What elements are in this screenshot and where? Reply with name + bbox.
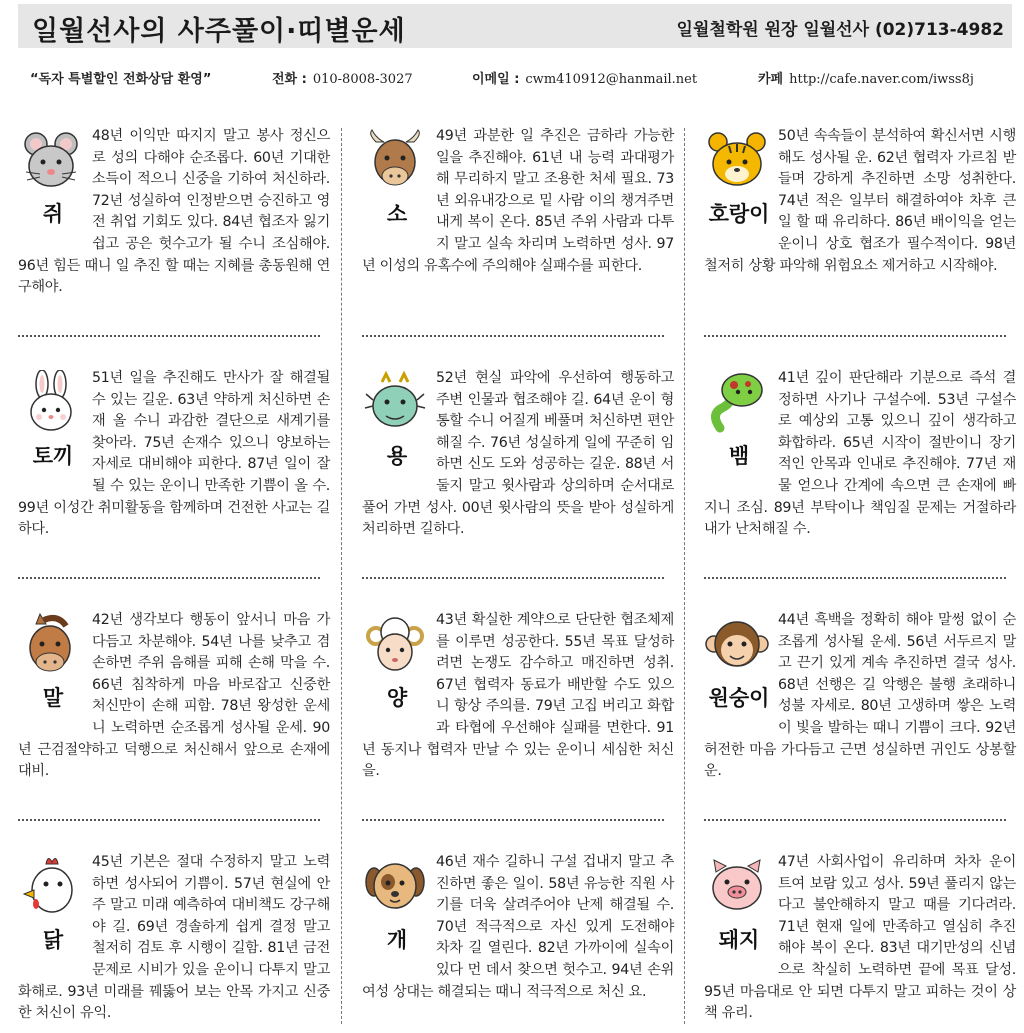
row-divider [362, 819, 664, 821]
tiger-icon [704, 128, 770, 204]
phone-number: 010-8008-3027 [312, 72, 413, 87]
page-header [18, 4, 1012, 48]
dog-icon [362, 854, 428, 930]
column-divider [341, 128, 342, 1024]
zodiac-name: 용 [386, 444, 408, 468]
zodiac-name: 토끼 [32, 444, 74, 468]
pig-icon [704, 854, 770, 930]
row-divider [704, 335, 1006, 337]
zodiac-name: 쥐 [42, 202, 64, 226]
fortune-text: 45년 기본은 절대 수정하지 말고 노력하면 성사되어 기쁨이. 57년 현실에 안주 말고 미래 예측하여 대비책도 강구해야 길. 69년 경솔하게 쉽게 결정 말고 철저히 검토 후 시행이 길함. 81년 금전 문제로 시비가 있을 운이니 다투지 말고 화해로. 93년 미래를 꿰뚫어 보는 안목 가지고 신중한 처신이 유익. [18, 854, 330, 1022]
phone-contact [272, 68, 413, 87]
zodiac-name: 돼지 [718, 928, 760, 952]
zodiac-entry-horse [18, 610, 330, 783]
zodiac-entry-dragon [362, 368, 674, 541]
zodiac-name: 호랑이 [708, 202, 770, 226]
row-divider [704, 819, 1006, 821]
row-divider [362, 577, 664, 579]
row-divider [18, 335, 320, 337]
zodiac-name: 닭 [42, 928, 64, 952]
zodiac-entry-ox [362, 126, 674, 277]
zodiac-entry-dog [362, 852, 674, 1003]
zodiac-name: 뱀 [728, 444, 750, 468]
rooster-icon [18, 854, 84, 930]
fortune-text: 42년 생각보다 행동이 앞서니 마음 가다듬고 차분해야. 54년 나를 낮추고 겸손하면 주위 음해를 피해 손해 막을 수. 66년 침착하게 마음 바로잡고 신중한 처신만이 손해 피함. 78년 왕성한 운세니 노력하면 순조롭게 성사될 운세. 90년 근검절약하고 덕행으로 처신해서 앞으로 손재에 대비. [18, 612, 330, 780]
fortune-text: 46년 재수 길하니 구설 겁내지 말고 추진하면 좋은 일이. 58년 유능한 직원 사기를 더욱 살려주어야 난제 해결될 수. 70년 적극적으로 자신 있게 도전해야 차차 길 열린다. 82년 가까이에 실속이 있다 먼 데서 찾으면 헛수고. 94년 손위 여성 상대는 해결되는 때니 적극적으로 처신 요. [362, 854, 674, 1000]
fortune-text: 44년 흑백을 정확히 해야 말썽 없이 순조롭게 성사될 운세. 56년 서두르지 말고 끈기 있게 계속 추진하면 결국 성사. 68년 선행은 길 악행은 불행 초래하니 성불 자세로. 80년 고생하며 쌓은 노력이 빛을 발하는 때니 기쁨이 크다. 92년 허전한 마음 가다듬고 근면 성실하면 귀인도 상봉할 운. [704, 612, 1016, 780]
monkey-icon [704, 612, 770, 688]
zodiac-entry-monkey [704, 610, 1016, 783]
cafe-label: 카페 [758, 72, 784, 87]
phone-label: 전화 : [272, 72, 307, 87]
fortune-text: 47년 사회사업이 유리하며 차차 운이 트여 보람 있고 성사. 59년 풀리지 않는다고 불안해하지 말고 때를 기다려라. 71년 현재 일에 만족하고 열심히 추진해야 복이 온다. 83년 대기만성의 신념으로 착실히 노력하면 끝에 목표 달성. 95년 마음대로 안 되면 다투지 말고 피하는 것이 상책 유리. [704, 854, 1016, 1022]
sheep-icon [362, 612, 428, 688]
row-divider [704, 577, 1006, 579]
zodiac-entry-rat [18, 126, 330, 299]
zodiac-name: 양 [386, 686, 408, 710]
dragon-icon [362, 370, 428, 446]
cafe-contact [758, 68, 974, 87]
zodiac-name: 말 [42, 686, 64, 710]
zodiac-name: 원숭이 [708, 686, 770, 710]
zodiac-entry-tiger [704, 126, 1016, 277]
fortune-text: 50년 속속들이 분석하여 확신서면 시행해도 성사될 운. 62년 협력자 가르침 받들며 강하게 추진하면 소망 성취한다. 74년 적은 일부터 해결하여야 차후 큰일 할 때 유리하다. 86년 배이익을 얻는 운이니 상호 협조가 필수적이다. 98년 철저히 상황 파악해 위험요소 제거하고 시작해야. [704, 128, 1016, 274]
author-byline: 일월철학원 원장 일월선사 (02)713-4982 [676, 20, 1004, 40]
fortune-text: 43년 확실한 계약으로 단단한 협조체제를 이루면 성공한다. 55년 목표 달성하려면 논쟁도 감수하고 매진하면 성취. 67년 협력자 동료가 배반할 수도 있으니 항상 주의를. 79년 고집 버리고 화합과 타협에 우선해야 실패를 면한다. 91년 동지나 협력자 만날 수 있는 운이니 세심한 처신을. [362, 612, 674, 780]
fortune-text: 41년 깊이 판단해라 기분으로 즉석 결정하면 사기나 구설수에. 53년 구설수로 예상외 고통 있으니 깊이 생각하고 화합하라. 65년 시작이 절반이니 장기적인 안목과 인내로 추진해야. 77년 재물 얻으나 간계에 속으면 큰 손재에 빠지니 조심. 89년 부탁이나 책임질 문제는 거절하라 내가 난처해질 수. [704, 370, 1016, 538]
row-divider [362, 335, 664, 337]
fortune-text: 49년 과분한 일 추진은 금하라 가능한 일을 추진해야. 61년 내 능력 과대평가해 무리하지 말고 조용한 처세 필요. 73년 외유내강으로 밑 사람 이의 챙겨주면 내게 복이 온다. 85년 주위 사람과 다투지 말고 실속 차리며 노력하면 성사. 97년 이성의 유혹수에 주의해야 실패수를 피한다. [362, 128, 674, 274]
zodiac-entry-sheep [362, 610, 674, 783]
column-divider [684, 128, 685, 1024]
zodiac-entry-rabbit [18, 368, 330, 541]
cafe-url: http://cafe.naver.com/iwss8j [789, 72, 974, 87]
consult-slogan: “독자 특별할인 전화상담 환영” [30, 72, 212, 87]
horse-icon [18, 612, 84, 688]
zodiac-entry-pig [704, 852, 1016, 1025]
rat-icon [18, 128, 84, 204]
fortune-text: 48년 이익만 따지지 말고 봉사 정신으로 성의 다해야 순조롭다. 60년 기대한 소득이 적으니 신중을 기하여 처신하라. 72년 성실하여 인정받으면 승진하고 영전 취업 기회도 있다. 84년 협조자 잃기 쉽고 공은 헛수고가 될 수니 조심해야. 96년 힘든 때니 일 추진 할 때는 지혜를 총동원해 연구해야. [18, 128, 330, 296]
email-address: cwm410912@hanmail.net [525, 72, 698, 87]
row-divider [18, 577, 320, 579]
zodiac-entry-rooster [18, 852, 330, 1025]
fortune-text: 51년 일을 추진해도 만사가 잘 해결될 수 있는 길운. 63년 약하게 처신하면 손재 올 수니 과감한 결단으로 새계기를 찾아라. 75년 손재수 있으니 양보하는 자세로 대비해야 피한다. 87년 일이 잘될 수 있는 운이니 만족한 기쁨이 올 수. 99년 이성간 취미활동을 함께하며 건전한 사교는 길하다. [18, 370, 330, 538]
zodiac-name: 개 [386, 928, 408, 952]
zodiac-entry-snake [704, 368, 1016, 541]
zodiac-name: 소 [386, 202, 408, 226]
email-label: 이메일 : [472, 72, 520, 87]
ox-icon [362, 128, 428, 204]
page-title: 일월선사의 사주풀이·띠별운세 [32, 16, 406, 47]
rabbit-icon [18, 370, 84, 446]
email-contact [472, 68, 697, 87]
snake-icon [704, 370, 770, 446]
row-divider [18, 819, 320, 821]
fortune-text: 52년 현실 파악에 우선하여 행동하고 주변 인물과 협조해야 길. 64년 운이 형통할 수니 어질게 베풀며 처신하면 편안해질 수. 76년 성실하게 일에 꾸준히 임하면 신도 도와 성공하는 길운. 88년 서둘지 말고 윗사람과 상의하며 순서대로 풀어 가면 성사. 00년 윗사람의 뜻을 받아 성실하게 처리하면 길하다. [362, 370, 674, 538]
